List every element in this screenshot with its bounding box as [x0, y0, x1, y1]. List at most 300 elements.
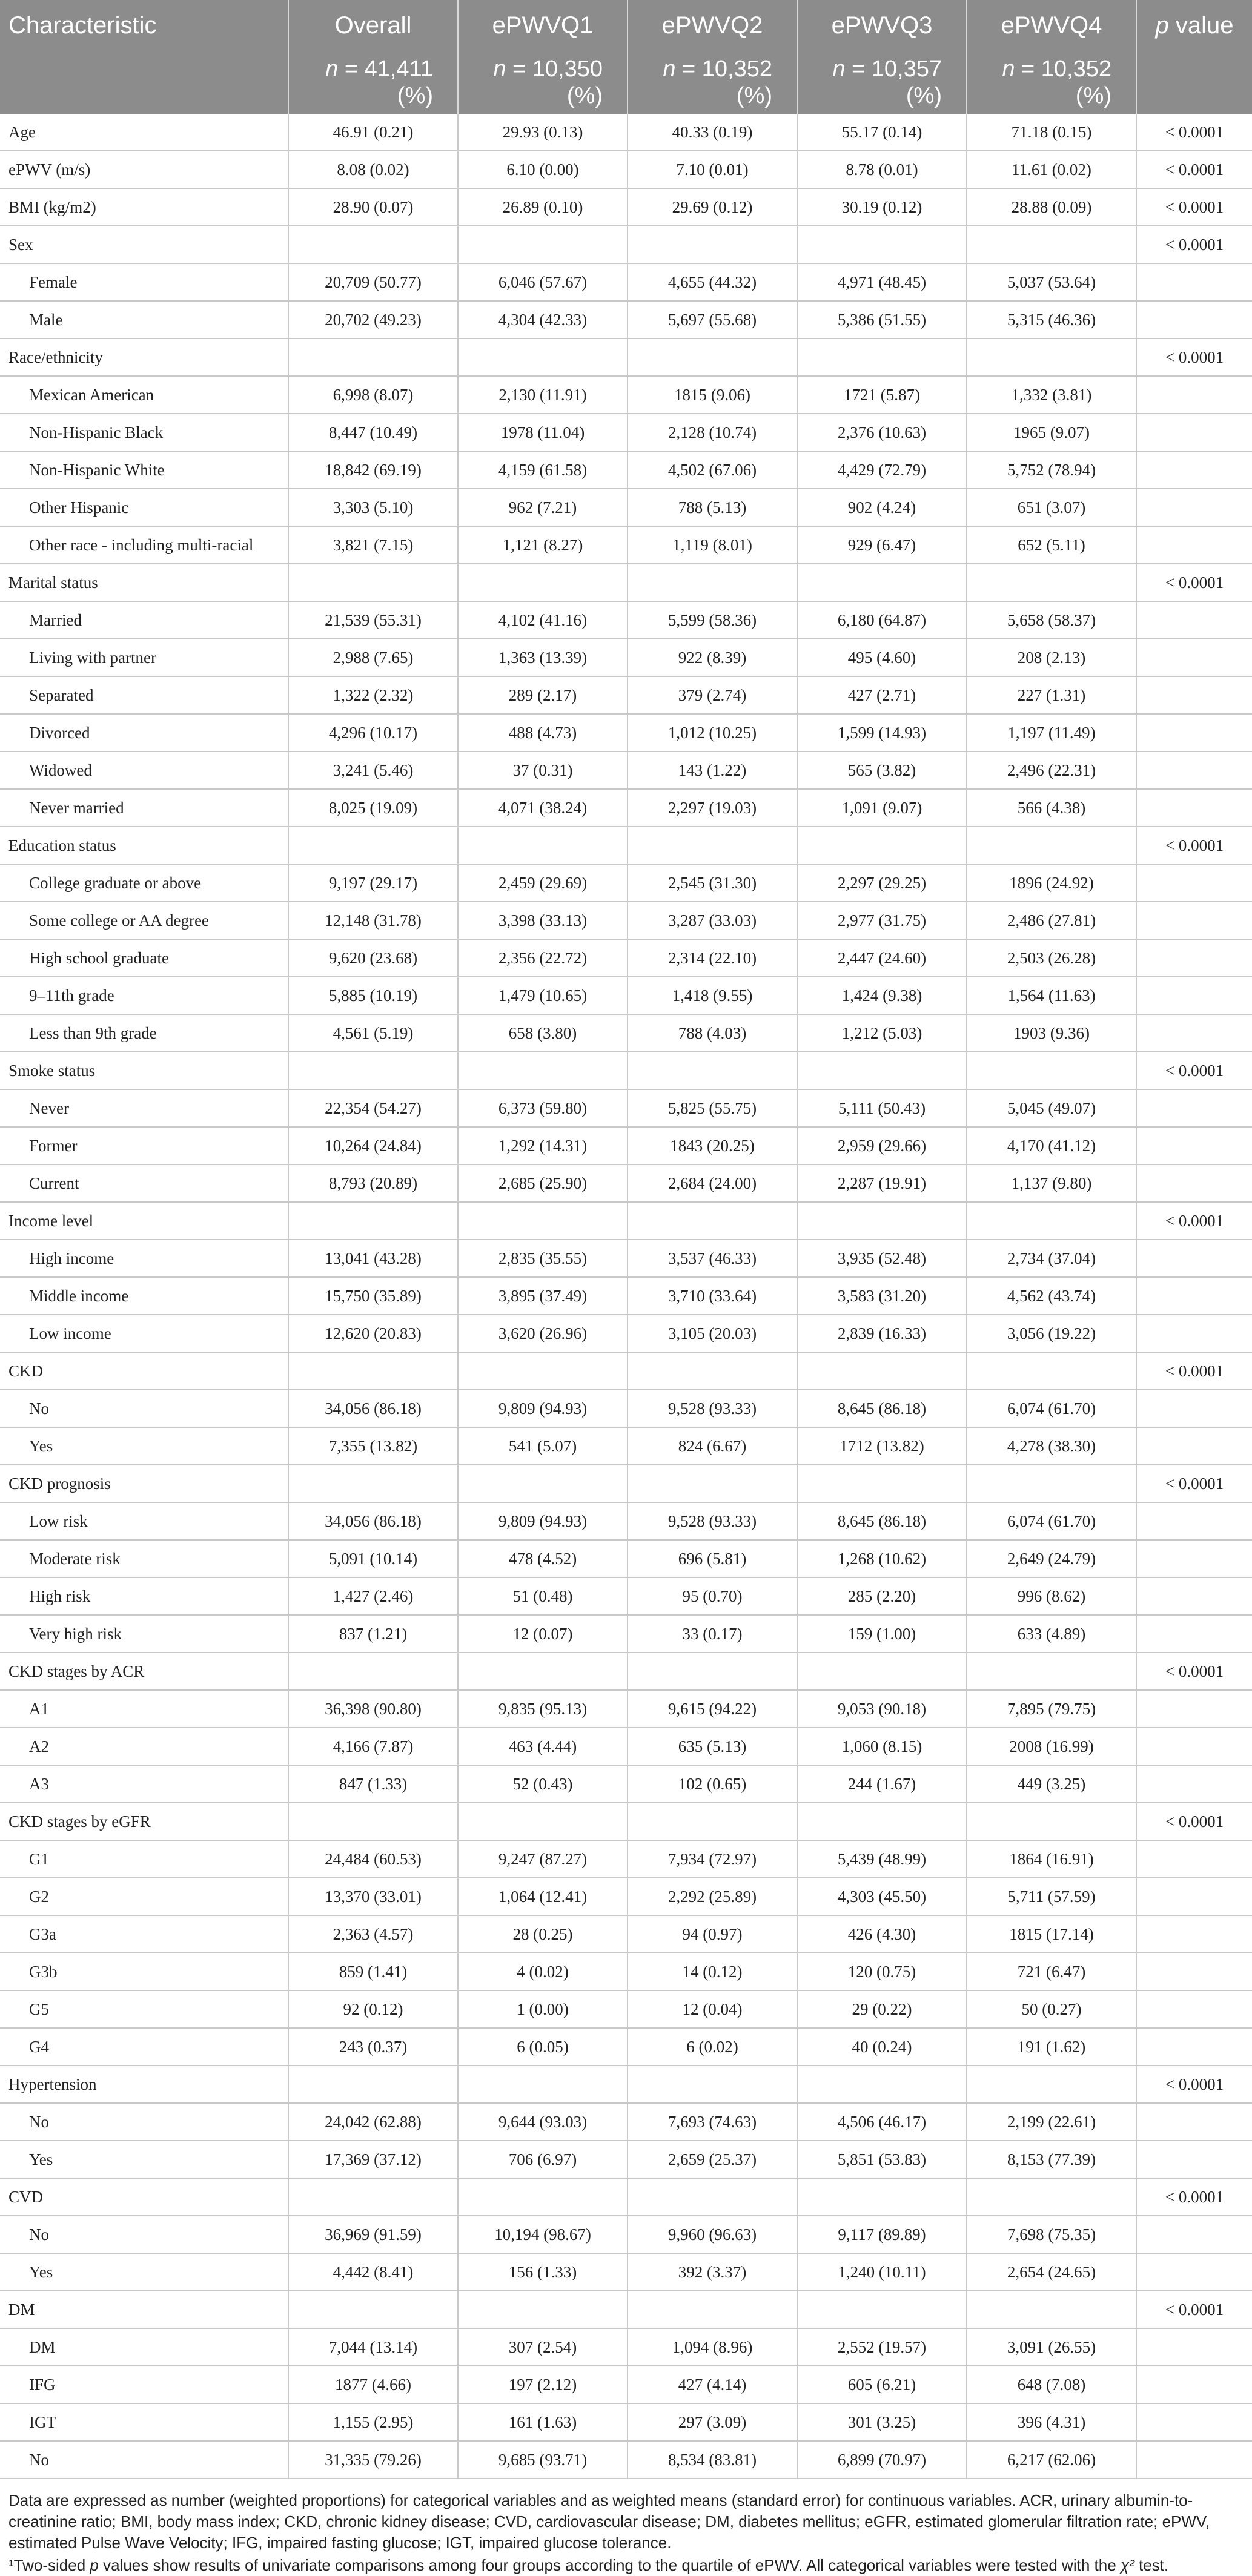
- table-row: [0, 376, 1252, 414]
- row-sublabel: G4: [0, 2028, 288, 2066]
- value-cell: 8.78 (0.01): [797, 151, 967, 188]
- p-value-cell: < 0.0001: [1136, 1352, 1252, 1390]
- value-cell: 1,094 (8.96): [628, 2328, 797, 2366]
- value-cell: 1,418 (9.55): [628, 977, 797, 1014]
- value-cell: 9,809 (94.93): [458, 1390, 628, 1427]
- value-cell: 29.69 (0.12): [628, 188, 797, 226]
- value-cell: 1,121 (8.27): [458, 526, 628, 564]
- value-cell: 2,552 (19.57): [797, 2328, 967, 2366]
- row-sublabel: Middle income: [0, 1277, 288, 1315]
- value-cell: [458, 1202, 628, 1240]
- value-cell: 3,895 (37.49): [458, 1277, 628, 1315]
- value-cell: 9,528 (93.33): [628, 1390, 797, 1427]
- value-cell: [967, 1052, 1136, 1089]
- table-row: [0, 1240, 1252, 1277]
- value-cell: 3,620 (26.96): [458, 1315, 628, 1352]
- value-cell: 2,447 (24.60): [797, 939, 967, 977]
- value-cell: 2,496 (22.31): [967, 751, 1136, 789]
- value-cell: [628, 564, 797, 601]
- row-sublabel: College graduate or above: [0, 864, 288, 902]
- header-q1: ePWVQ1: [458, 0, 628, 51]
- row-sublabel: Former: [0, 1127, 288, 1164]
- value-cell: 2,356 (22.72): [458, 939, 628, 977]
- table-row: [0, 1164, 1252, 1202]
- value-cell: 2,977 (31.75): [797, 902, 967, 939]
- value-cell: 2,503 (26.28): [967, 939, 1136, 977]
- value-cell: 9,809 (94.93): [458, 1502, 628, 1540]
- value-cell: 40 (0.24): [797, 2028, 967, 2066]
- value-cell: 922 (8.39): [628, 639, 797, 676]
- value-cell: [967, 1653, 1136, 1690]
- value-cell: 37 (0.31): [458, 751, 628, 789]
- value-cell: 1965 (9.07): [967, 414, 1136, 451]
- value-cell: 3,241 (5.46): [288, 751, 458, 789]
- value-cell: [797, 1202, 967, 1240]
- row-sublabel: A1: [0, 1690, 288, 1728]
- value-cell: 20,709 (50.77): [288, 263, 458, 301]
- value-cell: 12,620 (20.83): [288, 1315, 458, 1352]
- row-label: CKD prognosis: [0, 1465, 288, 1502]
- p-value-cell: [1136, 1540, 1252, 1577]
- value-cell: [288, 339, 458, 376]
- table-row: [0, 2216, 1252, 2253]
- value-cell: [797, 1465, 967, 1502]
- value-cell: 1,060 (8.15): [797, 1728, 967, 1765]
- value-cell: [967, 2291, 1136, 2328]
- value-cell: [628, 226, 797, 263]
- table-row: [0, 1502, 1252, 1540]
- row-label: Smoke status: [0, 1052, 288, 1089]
- row-sublabel: G2: [0, 1878, 288, 1915]
- header-blank-p: [1136, 51, 1252, 114]
- value-cell: 3,105 (20.03): [628, 1315, 797, 1352]
- p-value-cell: [1136, 1953, 1252, 1990]
- value-cell: [797, 827, 967, 864]
- value-cell: 4,296 (10.17): [288, 714, 458, 751]
- value-cell: 1,292 (14.31): [458, 1127, 628, 1164]
- value-cell: [967, 1352, 1136, 1390]
- value-cell: 33 (0.17): [628, 1615, 797, 1653]
- value-cell: 4,166 (7.87): [288, 1728, 458, 1765]
- value-cell: [288, 827, 458, 864]
- row-sublabel: Yes: [0, 2141, 288, 2178]
- header-blank: [0, 51, 288, 114]
- header-q2: ePWVQ2: [628, 0, 797, 51]
- value-cell: 4,303 (45.50): [797, 1878, 967, 1915]
- value-cell: 648 (7.08): [967, 2366, 1136, 2403]
- table-row: [0, 1878, 1252, 1915]
- row-sublabel: Never married: [0, 789, 288, 827]
- row-sublabel: Other Hispanic: [0, 489, 288, 526]
- header-overall: Overall: [288, 0, 458, 51]
- value-cell: 5,851 (53.83): [797, 2141, 967, 2178]
- value-cell: 651 (3.07): [967, 489, 1136, 526]
- value-cell: [288, 226, 458, 263]
- p-value-cell: [1136, 1127, 1252, 1164]
- header-q4: ePWVQ4: [967, 0, 1136, 51]
- value-cell: 6,899 (70.97): [797, 2441, 967, 2479]
- table-row: [0, 1127, 1252, 1164]
- value-cell: 495 (4.60): [797, 639, 967, 676]
- value-cell: 2,839 (16.33): [797, 1315, 967, 1352]
- value-cell: 7,044 (13.14): [288, 2328, 458, 2366]
- p-italic: p: [1155, 12, 1169, 39]
- row-sublabel: Yes: [0, 2253, 288, 2291]
- value-cell: 102 (0.65): [628, 1765, 797, 1803]
- value-cell: 1877 (4.66): [288, 2366, 458, 2403]
- value-cell: 28.88 (0.09): [967, 188, 1136, 226]
- value-cell: [628, 2291, 797, 2328]
- value-cell: [288, 564, 458, 601]
- row-sublabel: Moderate risk: [0, 1540, 288, 1577]
- value-cell: 7,895 (79.75): [967, 1690, 1136, 1728]
- value-cell: 5,045 (49.07): [967, 1089, 1136, 1127]
- p-value-cell: [1136, 1427, 1252, 1465]
- table-row: [0, 301, 1252, 339]
- value-cell: [628, 1052, 797, 1089]
- table-row: [0, 114, 1252, 151]
- row-sublabel: Non-Hispanic White: [0, 451, 288, 489]
- p-value-cell: [1136, 1577, 1252, 1615]
- table-row: [0, 1202, 1252, 1240]
- table-row: [0, 2141, 1252, 2178]
- value-cell: 1712 (13.82): [797, 1427, 967, 1465]
- value-cell: [967, 226, 1136, 263]
- p-value-cell: [1136, 2103, 1252, 2141]
- header-n-q3: n = 10,357 (%): [797, 51, 967, 114]
- row-sublabel: No: [0, 2103, 288, 2141]
- p-value-cell: [1136, 1277, 1252, 1315]
- value-cell: 652 (5.11): [967, 526, 1136, 564]
- value-cell: [797, 2178, 967, 2216]
- value-cell: 8,645 (86.18): [797, 1390, 967, 1427]
- value-cell: 1,119 (8.01): [628, 526, 797, 564]
- table-row: [0, 902, 1252, 939]
- value-cell: 9,615 (94.22): [628, 1690, 797, 1728]
- table-row: [0, 339, 1252, 376]
- footnote-abbreviations: Data are expressed as number (weighted proportions) for categorical variables and as weighted means (standard error) for continuous variables. ACR, urinary albumin-to-creatinine ratio; BMI, body mass index; CKD, chronic kidney disease; CVD, cardiovascular disease; DM, diabetes mellitus; eGFR, estimated glomerular filtration rate; ePWV, estimated Pulse Wave Velocity; IFG, impaired fasting glucose; IGT, impaired glucose tolerance.: [8, 2491, 1210, 2552]
- header-n-q2: n = 10,352 (%): [628, 51, 797, 114]
- value-cell: [628, 1352, 797, 1390]
- value-cell: [288, 1202, 458, 1240]
- value-cell: 2,297 (29.25): [797, 864, 967, 902]
- value-cell: 301 (3.25): [797, 2403, 967, 2441]
- value-cell: 1,240 (10.11): [797, 2253, 967, 2291]
- table-row: [0, 751, 1252, 789]
- table-row: [0, 1728, 1252, 1765]
- value-cell: 721 (6.47): [967, 1953, 1136, 1990]
- table-row: [0, 2441, 1252, 2479]
- value-cell: 1,427 (2.46): [288, 1577, 458, 1615]
- value-cell: [797, 1803, 967, 1840]
- p-value-cell: [1136, 1089, 1252, 1127]
- row-sublabel: Mexican American: [0, 376, 288, 414]
- value-cell: 2,459 (29.69): [458, 864, 628, 902]
- value-cell: [967, 2178, 1136, 2216]
- header-n-overall: n = 41,411 (%): [288, 51, 458, 114]
- p-value-cell: [1136, 676, 1252, 714]
- value-cell: [458, 564, 628, 601]
- table-row: [0, 2066, 1252, 2103]
- row-sublabel: G3b: [0, 1953, 288, 1990]
- p-value-cell: [1136, 1240, 1252, 1277]
- value-cell: 52 (0.43): [458, 1765, 628, 1803]
- row-label: Race/ethnicity: [0, 339, 288, 376]
- value-cell: 2,649 (24.79): [967, 1540, 1136, 1577]
- table-row: [0, 1352, 1252, 1390]
- row-sublabel: Less than 9th grade: [0, 1014, 288, 1052]
- value-cell: 4 (0.02): [458, 1953, 628, 1990]
- value-cell: 4,442 (8.41): [288, 2253, 458, 2291]
- table-row: [0, 2403, 1252, 2441]
- p-value-cell: [1136, 939, 1252, 977]
- value-cell: 427 (4.14): [628, 2366, 797, 2403]
- value-cell: 9,528 (93.33): [628, 1502, 797, 1540]
- row-label: Hypertension: [0, 2066, 288, 2103]
- value-cell: 3,935 (52.48): [797, 1240, 967, 1277]
- table-row: [0, 564, 1252, 601]
- row-label: Income level: [0, 1202, 288, 1240]
- table-header: [0, 0, 1252, 114]
- value-cell: 9,685 (93.71): [458, 2441, 628, 2479]
- table-row: [0, 2103, 1252, 2141]
- value-cell: 9,053 (90.18): [797, 1690, 967, 1728]
- value-cell: 696 (5.81): [628, 1540, 797, 1577]
- value-cell: 6,217 (62.06): [967, 2441, 1136, 2479]
- value-cell: 1,332 (3.81): [967, 376, 1136, 414]
- row-sublabel: Low income: [0, 1315, 288, 1352]
- value-cell: 4,429 (72.79): [797, 451, 967, 489]
- table-footnotes: [0, 2479, 1252, 2576]
- row-label: Education status: [0, 827, 288, 864]
- value-cell: 197 (2.12): [458, 2366, 628, 2403]
- p-value-cell: [1136, 1878, 1252, 1915]
- table-row: [0, 864, 1252, 902]
- value-cell: [288, 1803, 458, 1840]
- table-row: [0, 414, 1252, 451]
- value-cell: 6,998 (8.07): [288, 376, 458, 414]
- table-row: [0, 151, 1252, 188]
- value-cell: [288, 2066, 458, 2103]
- value-cell: 51 (0.48): [458, 1577, 628, 1615]
- value-cell: 22,354 (54.27): [288, 1089, 458, 1127]
- value-cell: 3,056 (19.22): [967, 1315, 1136, 1352]
- value-cell: 2,659 (25.37): [628, 2141, 797, 2178]
- value-cell: 2,363 (4.57): [288, 1915, 458, 1953]
- value-cell: [458, 2291, 628, 2328]
- row-sublabel: Widowed: [0, 751, 288, 789]
- value-cell: 1,012 (10.25): [628, 714, 797, 751]
- row-sublabel: High income: [0, 1240, 288, 1277]
- p-value-cell: < 0.0001: [1136, 114, 1252, 151]
- value-cell: 6.10 (0.00): [458, 151, 628, 188]
- p-value-cell: [1136, 1615, 1252, 1653]
- value-cell: [967, 339, 1136, 376]
- value-cell: [797, 1352, 967, 1390]
- row-sublabel: DM: [0, 2328, 288, 2366]
- table-row: [0, 489, 1252, 526]
- table-row: [0, 2178, 1252, 2216]
- p-value-cell: [1136, 601, 1252, 639]
- table-row: [0, 1577, 1252, 1615]
- table-row: [0, 1803, 1252, 1840]
- value-cell: 541 (5.07): [458, 1427, 628, 1465]
- row-sublabel: A3: [0, 1765, 288, 1803]
- value-cell: [628, 339, 797, 376]
- p-value-cell: [1136, 1728, 1252, 1765]
- row-label: Marital status: [0, 564, 288, 601]
- value-cell: 8,447 (10.49): [288, 414, 458, 451]
- row-sublabel: No: [0, 1390, 288, 1427]
- value-cell: 12 (0.04): [628, 1990, 797, 2028]
- value-cell: 2,292 (25.89): [628, 1878, 797, 1915]
- p-value-cell: [1136, 789, 1252, 827]
- value-cell: 962 (7.21): [458, 489, 628, 526]
- value-cell: 6,074 (61.70): [967, 1502, 1136, 1540]
- table-row: [0, 1540, 1252, 1577]
- value-cell: 11.61 (0.02): [967, 151, 1136, 188]
- value-cell: 824 (6.67): [628, 1427, 797, 1465]
- value-cell: 15,750 (35.89): [288, 1277, 458, 1315]
- value-cell: [628, 1465, 797, 1502]
- value-cell: 5,752 (78.94): [967, 451, 1136, 489]
- value-cell: 3,287 (33.03): [628, 902, 797, 939]
- value-cell: 28.90 (0.07): [288, 188, 458, 226]
- row-label: Sex: [0, 226, 288, 263]
- footnote-pvalue: ¹Two-sided p values show results of univariate comparisons among four groups according to the quartile of ePWV. All categorical variables were tested with the χ² test.: [8, 2556, 1169, 2574]
- value-cell: 2,654 (24.65): [967, 2253, 1136, 2291]
- value-cell: [797, 1052, 967, 1089]
- value-cell: 1864 (16.91): [967, 1840, 1136, 1878]
- p-value-cell: < 0.0001: [1136, 1803, 1252, 1840]
- value-cell: 7,698 (75.35): [967, 2216, 1136, 2253]
- value-cell: 902 (4.24): [797, 489, 967, 526]
- value-cell: 71.18 (0.15): [967, 114, 1136, 151]
- p-value-cell: [1136, 526, 1252, 564]
- value-cell: 4,304 (42.33): [458, 301, 628, 339]
- value-cell: [458, 1803, 628, 1840]
- p-value-cell: < 0.0001: [1136, 2178, 1252, 2216]
- table-row: [0, 188, 1252, 226]
- row-sublabel: IFG: [0, 2366, 288, 2403]
- value-cell: 244 (1.67): [797, 1765, 967, 1803]
- value-cell: 161 (1.63): [458, 2403, 628, 2441]
- value-cell: 488 (4.73): [458, 714, 628, 751]
- value-cell: 2,734 (37.04): [967, 1240, 1136, 1277]
- p-value-cell: < 0.0001: [1136, 1465, 1252, 1502]
- table-row: [0, 526, 1252, 564]
- value-cell: 30.19 (0.12): [797, 188, 967, 226]
- p-value-text: value: [1175, 12, 1234, 39]
- value-cell: 2,684 (24.00): [628, 1164, 797, 1202]
- p-value-cell: [1136, 977, 1252, 1014]
- row-sublabel: Other race - including multi-racial: [0, 526, 288, 564]
- value-cell: 5,599 (58.36): [628, 601, 797, 639]
- value-cell: 4,971 (48.45): [797, 263, 967, 301]
- p-value-cell: [1136, 376, 1252, 414]
- value-cell: 156 (1.33): [458, 2253, 628, 2291]
- value-cell: 10,194 (98.67): [458, 2216, 628, 2253]
- value-cell: 6,074 (61.70): [967, 1390, 1136, 1427]
- value-cell: 21,539 (55.31): [288, 601, 458, 639]
- row-label: BMI (kg/m2): [0, 188, 288, 226]
- value-cell: [797, 2066, 967, 2103]
- p-value-cell: [1136, 1164, 1252, 1202]
- table-row: [0, 1052, 1252, 1089]
- value-cell: [628, 827, 797, 864]
- row-sublabel: Female: [0, 263, 288, 301]
- table-row: [0, 1089, 1252, 1127]
- value-cell: 3,398 (33.13): [458, 902, 628, 939]
- value-cell: 565 (3.82): [797, 751, 967, 789]
- header-n-q4: n = 10,352 (%): [967, 51, 1136, 114]
- table-row: [0, 1840, 1252, 1878]
- value-cell: 4,071 (38.24): [458, 789, 628, 827]
- value-cell: 7,934 (72.97): [628, 1840, 797, 1878]
- value-cell: 1,322 (2.32): [288, 676, 458, 714]
- value-cell: 17,369 (37.12): [288, 2141, 458, 2178]
- table-row: [0, 451, 1252, 489]
- value-cell: 2,128 (10.74): [628, 414, 797, 451]
- value-cell: 4,170 (41.12): [967, 1127, 1136, 1164]
- value-cell: 6,373 (59.80): [458, 1089, 628, 1127]
- table-row: [0, 226, 1252, 263]
- value-cell: 3,821 (7.15): [288, 526, 458, 564]
- value-cell: 788 (5.13): [628, 489, 797, 526]
- p-value-cell: [1136, 2028, 1252, 2066]
- table-row: [0, 1690, 1252, 1728]
- value-cell: 1815 (9.06): [628, 376, 797, 414]
- value-cell: 6,046 (57.67): [458, 263, 628, 301]
- value-cell: 24,042 (62.88): [288, 2103, 458, 2141]
- value-cell: 2,376 (10.63): [797, 414, 967, 451]
- value-cell: [458, 339, 628, 376]
- value-cell: 1 (0.00): [458, 1990, 628, 2028]
- value-cell: 18,842 (69.19): [288, 451, 458, 489]
- value-cell: 24,484 (60.53): [288, 1840, 458, 1878]
- table-row: [0, 1615, 1252, 1653]
- p-value-cell: [1136, 864, 1252, 902]
- value-cell: 92 (0.12): [288, 1990, 458, 2028]
- value-cell: 929 (6.47): [797, 526, 967, 564]
- value-cell: [967, 1803, 1136, 1840]
- p-value-cell: [1136, 639, 1252, 676]
- value-cell: 5,037 (53.64): [967, 263, 1136, 301]
- table-body: [0, 114, 1252, 2479]
- value-cell: 449 (3.25): [967, 1765, 1136, 1803]
- value-cell: 5,711 (57.59): [967, 1878, 1136, 1915]
- value-cell: 635 (5.13): [628, 1728, 797, 1765]
- value-cell: 55.17 (0.14): [797, 114, 967, 151]
- p-value-cell: [1136, 1840, 1252, 1878]
- value-cell: 427 (2.71): [797, 676, 967, 714]
- p-value-cell: [1136, 489, 1252, 526]
- value-cell: [288, 1653, 458, 1690]
- value-cell: 9,835 (95.13): [458, 1690, 628, 1728]
- value-cell: 9,117 (89.89): [797, 2216, 967, 2253]
- value-cell: 6 (0.02): [628, 2028, 797, 2066]
- p-value-cell: [1136, 1990, 1252, 2028]
- p-value-cell: < 0.0001: [1136, 2291, 1252, 2328]
- value-cell: 426 (4.30): [797, 1915, 967, 1953]
- p-value-cell: [1136, 414, 1252, 451]
- value-cell: [967, 564, 1136, 601]
- p-value-cell: < 0.0001: [1136, 564, 1252, 601]
- value-cell: 2,287 (19.91): [797, 1164, 967, 1202]
- value-cell: 1,091 (9.07): [797, 789, 967, 827]
- table-row: [0, 1465, 1252, 1502]
- value-cell: 5,091 (10.14): [288, 1540, 458, 1577]
